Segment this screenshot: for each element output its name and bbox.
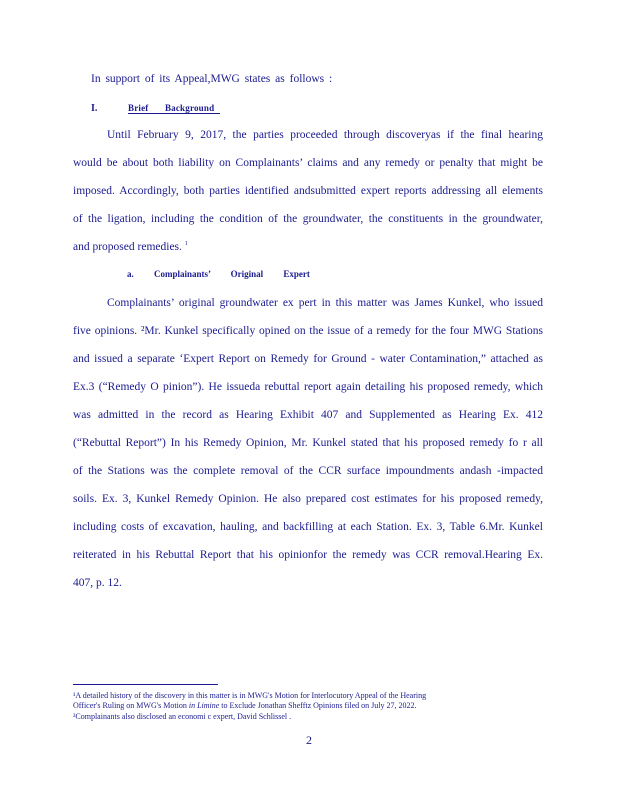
footnote-divider xyxy=(73,684,218,685)
page-number: 2 xyxy=(306,733,312,747)
paragraph-line: including costs of excavation, hauling, and backfilling at each Station. Ex. 3, Table 6.Mr. Kunkel xyxy=(73,521,543,533)
paragraph-line: five opinions. ²Mr. Kunkel specifically opined on the issue of a remedy for the four MWG Stations xyxy=(73,325,543,337)
paragraph-line-last xyxy=(73,233,543,261)
footnote-text: Officer's Ruling on MWG's Motion xyxy=(73,701,189,710)
footnote-ref-1[interactable]: 1 xyxy=(184,241,188,248)
paragraph-line: of the ligation, including the condition of the groundwater, the constituents in the groundwater, xyxy=(73,213,543,225)
paragraph-line: and issued a separate ‘Expert Report on Remedy for Ground - water Contamination,” attached as xyxy=(73,353,543,365)
paragraph-line: Complainants’ original groundwater ex pert in this matter was James Kunkel, who issued xyxy=(107,297,543,309)
footnote-2: ²Complainants also disclosed an economi c expert, David Schlissel . xyxy=(73,712,292,721)
paragraph-background xyxy=(73,121,543,261)
section-number: I. xyxy=(91,103,98,114)
subsection-title: Complainants’ Original Expert xyxy=(154,269,310,279)
paragraph-line: imposed. Accordingly, both parties identified andsubmitted expert reports addressing all elements xyxy=(73,185,543,197)
intro-sentence: In support of its Appeal,MWG states as follows : xyxy=(91,73,333,85)
footnote-1 xyxy=(73,691,543,701)
paragraph-line: reiterated in his Rebuttal Report that his opinionfor the remedy was CCR removal.Hearing Ex. xyxy=(73,549,543,561)
footnote-1-continued xyxy=(73,701,543,711)
paragraph-line: and proposed remedies. xyxy=(73,241,182,253)
footnote-marker: ¹ xyxy=(73,691,76,700)
paragraph-line: (“Rebuttal Report”) In his Remedy Opinion, Mr. Kunkel stated that his proposed remedy fo r all xyxy=(73,437,543,449)
subsection-letter: a. xyxy=(127,269,134,279)
footnote-text: A detailed history of the discovery in this matter is in MWG's Motion for Interlocutory Appeal of the Hearing xyxy=(75,691,427,700)
paragraph-line: was admitted in the record as Hearing Exhibit 407 and Supplemented as Hearing Ex. 412 xyxy=(73,409,543,421)
paragraph-line: Ex.3 (“Remedy O pinion”). He issueda rebuttal report again detailing his proposed remedy, which xyxy=(73,381,543,393)
footnote-italic-term: in Limine xyxy=(188,701,220,710)
paragraph-line: Until February 9, 2017, the parties proceeded through discoveryas if the final hearing xyxy=(107,129,543,141)
paragraph-line: 407, p. 12. xyxy=(73,577,122,589)
section-heading: Brief Background xyxy=(128,103,220,114)
subsection-heading xyxy=(127,269,310,279)
paragraph-line: soils. Ex. 3, Kunkel Remedy Opinion. He also prepared cost estimates for his proposed remedy, xyxy=(73,493,543,505)
paragraph-original-expert xyxy=(73,289,543,597)
paragraph-line: of the Stations was the complete removal of the CCR surface impoundments andash -impacted xyxy=(73,465,543,477)
paragraph-line: would be about both liability on Complainants’ claims and any remedy or penalty that might be xyxy=(73,157,543,169)
footnote-text: to Exclude Jonathan Shefftz Opinions filed on July 27, 2022. xyxy=(219,701,417,710)
